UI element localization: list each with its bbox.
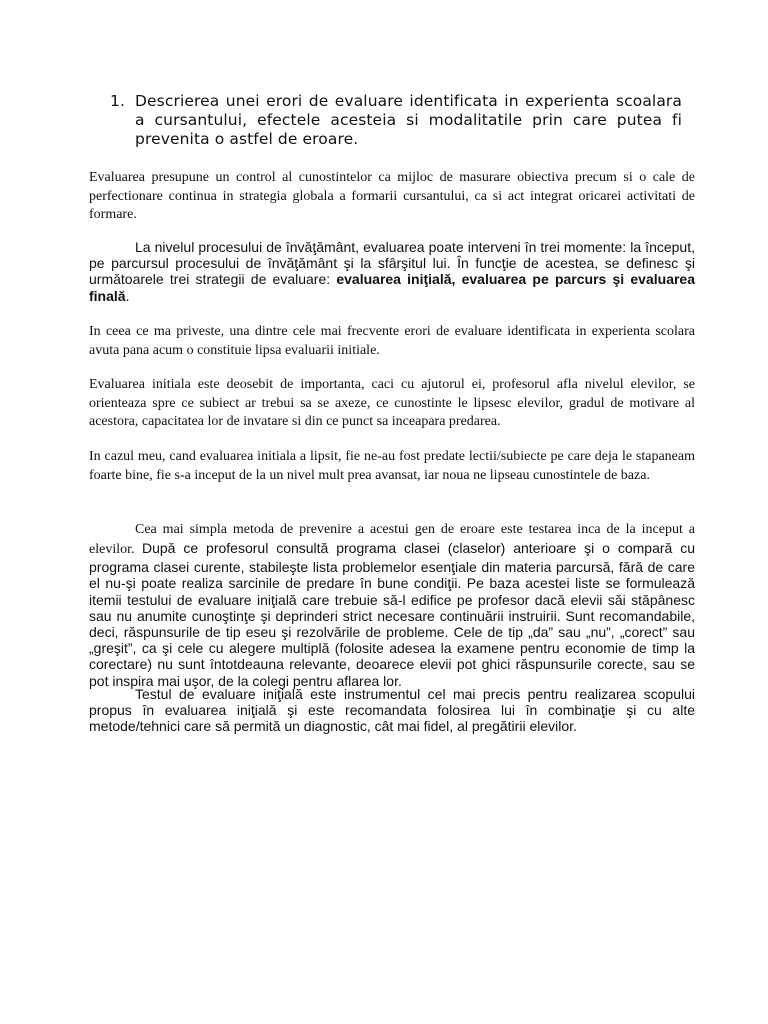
paragraph-6-sans: După ce profesorul consultă programa clasei (claselor) anterioare şi o compară cu programa clasei curente, stabileşte lista problemelor esenţiale din materia parcursă, fără de care el nu-şi poate realiza sarcinile de predare în bune condiţii. Pe baza acestei liste se formulează itemii testului de evaluare iniţială care trebuie să-l edifice pe profesor dacă elevii săi stăpânesc sau nu anumite cunoştinţe şi deprinderi strict necesare continuării instruirii. Sunt recomandabile, deci, răspunsurile de tip eseu şi rezolvările de probleme. Cele de tip „da” sau „nu”, „corect” sau „greşit”, ca şi cele cu alegere multiplă (folosite adesea la examene pentru economie de timp la corectare) nu sunt întotdeauna relevante, deoarece elevii pot ghici răspunsurile corecte, sau se pot inspira mai uşor, de la colegi pentru aflarea lor.: [89, 539, 695, 689]
paragraph-1: Evaluarea presupune un control al cunostintelor ca mijloc de masurare obiectiva precum si o cale de perfectionare continua in strategia globala a formarii cursantului, ca si act integrat oricarei activitati de formare.: [89, 170, 695, 223]
paragraph-2-bold: evaluarea iniţială, evaluarea pe parcurs şi evaluarea finală: [89, 271, 695, 304]
paragraph-5: In cazul meu, cand evaluarea initiala a lipsit, fie ne-au fost predate lectii/subiecte pe care deja le stapaneam foarte bine, fie s-a inceput de la un nivel mult prea avansat, iar noua ne lipseau cunostintele de baza.: [89, 449, 695, 483]
paragraph-6: [89, 520, 695, 689]
paragraph-3: In ceea ce ma priveste, una dintre cele mai frecvente erori de evaluare identificata in experienta scolara avuta pana acum o constituie lipsa evaluarii initiale.: [89, 324, 695, 358]
paragraph-7: Testul de evaluare iniţială este instrumentul cel mai precis pentru realizarea scopului propus în evaluarea iniţială şi este recomandata folosirea lui în combinaţie şi cu alte metode/tehnici care să permită un diagnostic, cât mai fidel, al pregătirii elevilor.: [89, 686, 695, 735]
heading-text: Descrierea unei erori de evaluare identificata in experienta scoalara a cursantului, efectele acesteia si modalitatile prin care putea fi prevenita o astfel de eroare.: [135, 92, 682, 148]
paragraph-2-text: La nivelul procesului de învăţământ, evaluarea poate interveni în trei momente: la început, pe parcursul procesului de învăţământ şi la sfârşitul lui. În funcţie de acestea, se definesc şi următoarele trei strategii de evaluare:: [89, 239, 695, 288]
heading-number: 1.: [110, 92, 125, 110]
paragraph-2-end: .: [125, 287, 130, 304]
paragraph-6-serif: Cea mai simpla metoda de prevenire a acestui gen de eroare este testarea inca de la inceput a elevilor.: [89, 522, 695, 557]
paragraph-4: Evaluarea initiala este deosebit de importanta, caci cu ajutorul ei, profesorul afla nivelul elevilor, se orienteaza spre ce subiect ar trebui sa se axeze, ce cunostinte le lipsesc elevilor, gradul de motivare al acestora, capacitatea lor de invatare si din ce punct sa inceapara predarea.: [89, 377, 695, 430]
numbered-heading: [110, 92, 682, 149]
paragraph-2: [89, 239, 695, 304]
